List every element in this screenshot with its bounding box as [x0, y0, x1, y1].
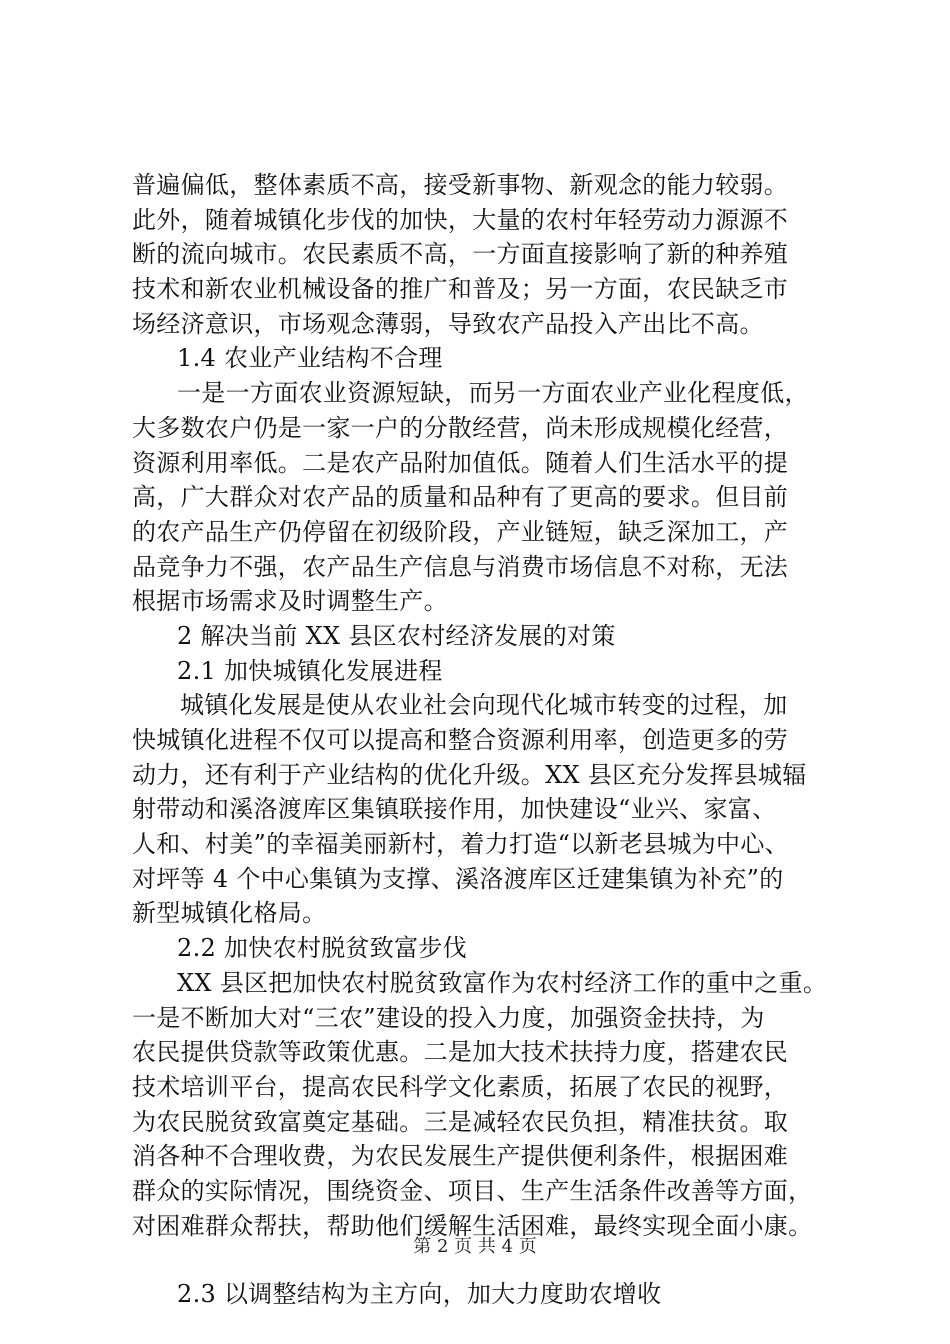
paragraph-line: 场经济意识，市场观念薄弱，导致农产品投入产出比不高。 — [132, 309, 764, 338]
paragraph-line: 根据市场需求及时调整生产。 — [132, 587, 448, 616]
paragraph-line: 一是一方面农业资源短缺，而另一方面农业产业化程度低， — [177, 379, 809, 408]
paragraph-line: 快城镇化进程不仅可以提高和整合资源利用率，创造更多的劳 — [132, 726, 789, 754]
section-heading-2-1: 2.1 加快城镇化发展进程 — [177, 656, 443, 685]
paragraph-line: 对困难群众帮扶，帮助他们缓解生活困难，最终实现全面小康。 — [132, 1211, 813, 1240]
paragraph-line: 农民提供贷款等政策优惠。二是加大技术扶持力度，搭建农民 — [132, 1038, 789, 1067]
paragraph-line: 断的流向城市。农民素质不高，一方面直接影响了新的种养殖 — [132, 240, 789, 269]
paragraph-line: 人和、村美”的幸福美丽新村，着力打造“以新老县城为中心、 — [132, 830, 789, 859]
paragraph-line: 群众的实际情况，围绕资金、项目、生产生活条件改善等方面， — [132, 1176, 813, 1205]
paragraph-line: 资源利用率低。二是农产品附加值低。随着人们生活水平的提 — [132, 448, 789, 477]
paragraph-line: 品竞争力不强，农产品生产信息与消费市场信息不对称，无法 — [132, 552, 789, 581]
paragraph-line: 为农民脱贫致富奠定基础。三是减轻农民负担，精准扶贫。取 — [132, 1107, 789, 1136]
paragraph-line: 动力，还有利于产业结构的优化升级。XX 县区充分发挥县城辐 — [132, 760, 807, 789]
paragraph-line: 新型城镇化格局。 — [132, 899, 327, 928]
section-heading-2-3: 2.3 以调整结构为主方向，加大力度助农增收 — [177, 1280, 662, 1309]
paragraph-line: 技术培训平台，提高农民科学文化素质，拓展了农民的视野， — [132, 1072, 789, 1101]
paragraph-line: 此外，随着城镇化步伐的加快，大量的农村年轻劳动力源源不 — [132, 205, 789, 234]
paragraph-line: 的农产品生产仍停留在初级阶段，产业链短，缺乏深加工，产 — [132, 517, 789, 546]
section-heading-2: 2 解决当前 XX 县区农村经济发展的对策 — [177, 621, 616, 650]
document-body — [132, 168, 832, 1312]
paragraph-line: 技术和新农业机械设备的推广和普及；另一方面，农民缺乏市 — [132, 275, 789, 304]
paragraph-line: 高，广大群众对农产品的质量和品种有了更高的要求。但目前 — [132, 483, 789, 512]
section-heading-1-4: 1.4 农业产业结构不合理 — [177, 344, 443, 373]
page-number-footer: 第 2 页 共 4 页 — [413, 1236, 537, 1257]
paragraph-line: 普遍偏低，整体素质不高，接受新事物、新观念的能力较弱。 — [132, 171, 789, 199]
paragraph-line: XX 县区把加快农村脱贫致富作为农村经济工作的重中之重。 — [177, 968, 828, 997]
paragraph-line: 对坪等 4 个中心集镇为支撑、溪洛渡库区迁建集镇为补充”的 — [132, 864, 784, 893]
paragraph-line: 城镇化发展是使从农业社会向现代化城市转变的过程，加 — [180, 691, 788, 720]
paragraph-line: 大多数农户仍是一家一户的分散经营，尚未形成规模化经营， — [132, 413, 789, 442]
section-heading-2-2: 2.2 加快农村脱贫致富步伐 — [177, 934, 467, 963]
paragraph-line: 射带动和溪洛渡库区集镇联接作用，加快建设“业兴、家富、 — [132, 795, 777, 824]
paragraph-line: 消各种不合理收费，为农民发展生产提供便利条件，根据困难 — [132, 1142, 789, 1171]
paragraph-line: 一是不断加大对“三农”建设的投入力度，加强资金扶持，为 — [132, 1003, 765, 1032]
